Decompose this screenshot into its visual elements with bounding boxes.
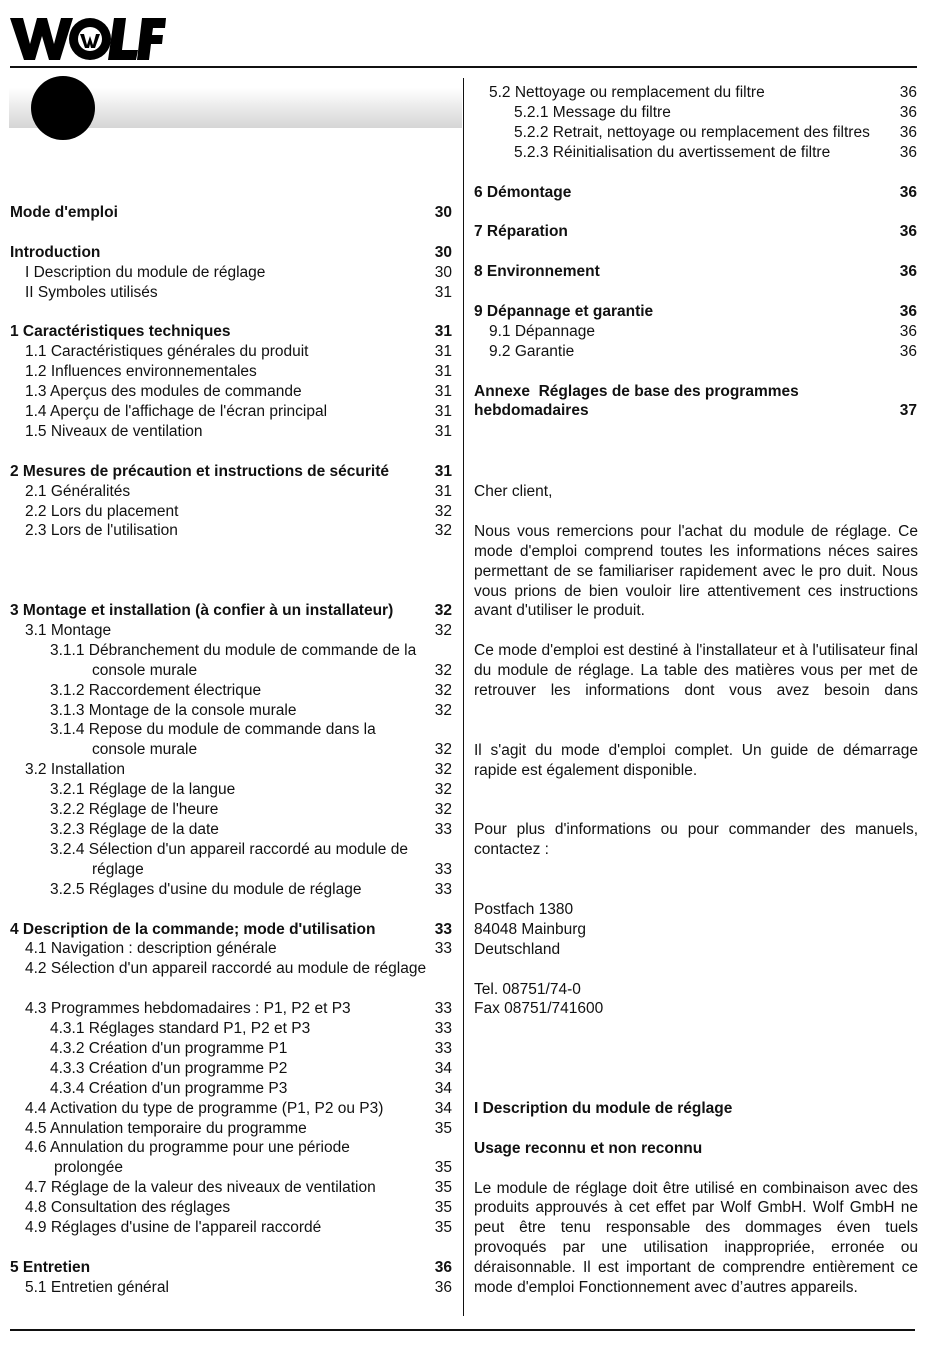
- toc-entry-continued: prolongée 35: [54, 1159, 452, 1177]
- paragraph: Nous vous remercions pour l'achat du module de réglage. Ce mode d'emploi comprend toutes les informations néces saires permettant de se familiariser rapidement avec le pro duit. Nous vous prions de bien vouloir lire attentivement ces instructions avant d'utiliser le produit.: [474, 522, 918, 620]
- toc-entry: 4.5 Annulation temporaire du programme 35: [25, 1119, 452, 1137]
- toc-entry: 3.1.3 Montage de la console murale 32: [50, 701, 452, 719]
- toc-entry: Introduction 30: [10, 243, 452, 261]
- toc-entry: 1.1 Caractéristiques générales du produit 31: [25, 343, 452, 361]
- toc-entry: 3.1.2 Raccordement électrique 32: [50, 681, 452, 699]
- toc-entry: 2.1 Généralités 31: [25, 482, 452, 500]
- toc-entry: 4.2 Sélection d'un appareil raccordé au module de réglage: [25, 960, 427, 978]
- greeting: Cher client,: [474, 483, 553, 500]
- toc-entry: 4.7 Réglage de la valeur des niveaux de ventilation 35: [25, 1179, 452, 1197]
- toc-entry: 5.1 Entretien général 36: [25, 1278, 452, 1296]
- toc-entry: 3.2.2 Réglage de l'heure 32: [50, 801, 452, 819]
- toc-entry: 3.2 Installation 32: [25, 761, 452, 779]
- paragraph: Ce mode d'emploi est destiné à l'installateur et à l'utilisateur final du module de réglage. La table des matières vous per met de retrouver les informations dont vous avez besoin dans: [474, 642, 918, 700]
- toc-entry: 2.2 Lors du placement 32: [25, 502, 452, 520]
- toc-entry: 2 Mesures de précaution et instructions de sécurité 31: [10, 462, 452, 480]
- toc-entry: Annexe Réglages de base des programmes: [474, 382, 799, 400]
- toc-entry: 5.2.2 Retrait, nettoyage ou remplacement des filtres 36: [514, 123, 917, 141]
- toc-entry: 4.3.4 Création d'un programme P3 34: [50, 1079, 452, 1097]
- toc-entry: 3.1.1 Débranchement du module de commande de la: [50, 641, 417, 659]
- toc-entry-continued: réglage 33: [92, 860, 452, 878]
- toc-entry-continued: console murale 32: [92, 661, 452, 679]
- toc-entry: 9 Dépannage et garantie 36: [474, 302, 917, 320]
- section-badge: [31, 76, 95, 140]
- section-heading: I Description du module de réglage: [474, 1099, 733, 1117]
- address-line: Deutschland: [474, 940, 561, 958]
- toc-entry: 3.2.1 Réglage de la langue 32: [50, 781, 452, 799]
- paragraph: Il s'agit du mode d'emploi complet. Un guide de démarrage rapide est également disponible.: [474, 741, 918, 779]
- fax-number: Fax 08751/741600: [474, 1000, 604, 1018]
- toc-entry: 3.2.3 Réglage de la date 33: [50, 821, 452, 839]
- toc-entry-continued: hebdomadaires 37: [474, 402, 917, 420]
- toc-right-column: [474, 83, 917, 421]
- toc-entry: 5 Entretien 36: [10, 1258, 452, 1276]
- toc-entry: 5.2.3 Réinitialisation du avertissement de filtre 36: [514, 143, 917, 161]
- column-divider: [463, 78, 464, 1316]
- footer-rule: [10, 1329, 915, 1331]
- phone-number: Tel. 08751/74-0: [474, 980, 581, 998]
- toc-entry: 5.2.1 Message du filtre 36: [514, 103, 917, 121]
- paragraph: Pour plus d'informations ou pour commander des manuels, contactez :: [474, 821, 918, 859]
- toc-entry: 2.3 Lors de l'utilisation 32: [25, 522, 452, 540]
- toc-entry: Mode d'emploi 30: [10, 204, 452, 221]
- toc-entry: 4.6 Annulation du programme pour une période: [25, 1139, 350, 1157]
- toc-entry: 4.9 Réglages d'usine de l'appareil raccordé 35: [25, 1219, 452, 1237]
- toc-entry: 8 Environnement 36: [474, 263, 917, 281]
- toc-entry: 3.2.5 Réglages d'usine du module de réglage 33: [50, 880, 452, 898]
- toc-entry: 4 Description de la commande; mode d'utilisation 33: [10, 920, 452, 938]
- address-line: Postfach 1380: [474, 900, 574, 918]
- toc-entry: 3.1.4 Repose du module de commande dans la: [50, 721, 376, 739]
- intro-body-column: [474, 482, 918, 1298]
- toc-entry: 1.5 Niveaux de ventilation 31: [25, 422, 452, 440]
- toc-entry: 4.3 Programmes hebdomadaires : P1, P2 et P3 33: [25, 1000, 452, 1018]
- toc-entry: 9.1 Dépannage 36: [489, 322, 917, 340]
- toc-entry: 7 Réparation 36: [474, 223, 917, 241]
- toc-entry: 4.3.2 Création d'un programme P1 33: [50, 1039, 452, 1057]
- toc-entry: 4.4 Activation du type de programme (P1, P2 ou P3) 34: [25, 1099, 452, 1117]
- toc-left-column: [10, 203, 452, 1298]
- toc-entry: 3.1 Montage 32: [25, 621, 452, 639]
- toc-entry: 4.3.1 Réglages standard P1, P2 et P3 33: [50, 1020, 452, 1038]
- toc-entry: 1.4 Aperçu de l'affichage de l'écran principal 31: [25, 403, 452, 421]
- toc-entry: I Description du module de réglage 30: [25, 263, 452, 281]
- toc-entry: 4.8 Consultation des réglages 35: [25, 1199, 452, 1217]
- address-line: 84048 Mainburg: [474, 920, 587, 938]
- toc-entry: 1 Caractéristiques techniques 31: [10, 323, 452, 341]
- toc-entry: 4.3.3 Création d'un programme P2 34: [50, 1059, 452, 1077]
- toc-entry: II Symboles utilisés 31: [25, 283, 452, 301]
- toc-entry: 1.2 Influences environnementales 31: [25, 363, 452, 381]
- toc-entry-continued: console murale 32: [92, 741, 452, 759]
- paragraph: Le module de réglage doit être utilisé en combinaison avec des produits approuvés à cet effet par Wolf GmbH. Wolf GmbH ne peut être tenu responsable des dommages éven tuels provoqués par une utilisation inappropriée, erronée ou déraisonnable. Il est important de comprendre entièrement ce mode d'emploi Fonctionnement avec d’autres appareils.: [474, 1179, 918, 1297]
- toc-entry: 4.1 Navigation : description générale 33: [25, 940, 452, 958]
- toc-entry: 3 Montage et installation (à confier à un installateur) 32: [10, 602, 452, 620]
- toc-entry: 5.2 Nettoyage ou remplacement du filtre 36: [489, 84, 917, 101]
- toc-entry: 3.2.4 Sélection d'un appareil raccordé au module de: [50, 840, 408, 858]
- toc-entry: 6 Démontage 36: [474, 183, 917, 201]
- toc-entry: 1.3 Aperçus des modules de commande 31: [25, 383, 452, 401]
- subsection-heading: Usage reconnu et non reconnu: [474, 1139, 703, 1157]
- wolf-logo: [10, 14, 166, 62]
- toc-entry: 9.2 Garantie 36: [489, 342, 917, 360]
- header-rule: [10, 66, 917, 68]
